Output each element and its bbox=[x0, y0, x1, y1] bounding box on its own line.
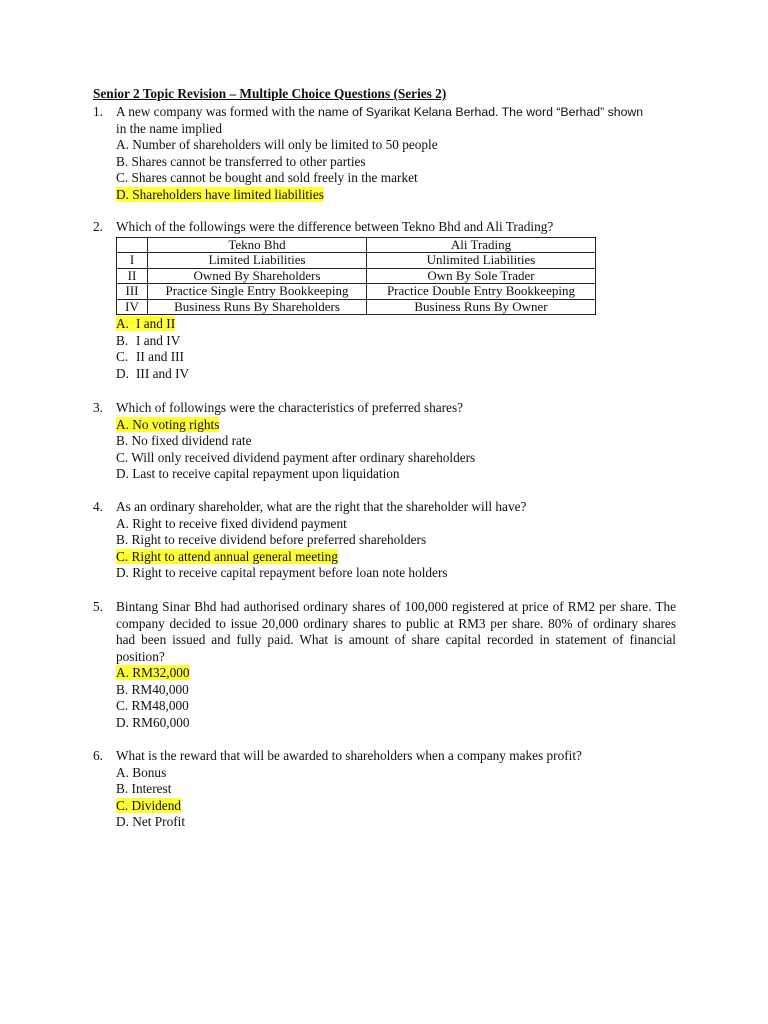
question-text: Bintang Sinar Bhd had authorised ordinary shares of 100,000 registered at price of RM2 per share. The company decided to issue 20,000 ordinary shares to public at RM3 per share. 80% of ordinary shares had been issued and fully paid. What is amount of share capital recorded in statement of financial position? bbox=[116, 599, 676, 664]
option-b: B. I and IV bbox=[116, 332, 181, 348]
question-6 bbox=[93, 748, 676, 831]
option-d: D. Last to receive capital repayment upon liquidation bbox=[116, 466, 400, 481]
question-5 bbox=[93, 599, 676, 731]
table-cell: Practice Double Entry Bookkeeping bbox=[367, 284, 596, 300]
option-c-answer bbox=[116, 798, 676, 815]
question-number: 4. bbox=[93, 499, 103, 514]
options-list bbox=[116, 417, 676, 483]
options-list bbox=[116, 765, 676, 831]
option-c: C. II and III bbox=[116, 349, 184, 364]
page-title: Senior 2 Topic Revision – Multiple Choice Questions (Series 2) bbox=[93, 86, 447, 101]
option-d: D. III and IV bbox=[116, 365, 190, 381]
question-2 bbox=[93, 219, 676, 382]
answer-highlight: A. No voting rights bbox=[116, 416, 220, 432]
question-number: 6. bbox=[93, 748, 103, 763]
question-number: 5. bbox=[93, 599, 103, 614]
question-1 bbox=[93, 104, 676, 203]
table-header-cell: Ali Trading bbox=[367, 237, 596, 253]
table-cell: Unlimited Liabilities bbox=[367, 253, 596, 269]
option-a: A. Right to receive fixed dividend payment bbox=[116, 515, 347, 531]
option-d: D. Net Profit bbox=[116, 814, 186, 829]
option-b: B. Interest bbox=[116, 781, 172, 796]
table-cell: I bbox=[117, 253, 148, 269]
option-d: D. Right to receive capital repayment before loan note holders bbox=[116, 565, 448, 580]
option-b: B. RM40,000 bbox=[116, 681, 189, 697]
answer-highlight: A. I and II bbox=[116, 316, 176, 331]
option-c: C. Shares cannot be bought and sold freely in the market bbox=[116, 170, 418, 185]
option-d-answer bbox=[116, 187, 676, 204]
question-text: As an ordinary shareholder, what are the right that the shareholder will have? bbox=[116, 499, 527, 514]
question-number: 1. bbox=[93, 104, 103, 119]
table-row bbox=[117, 268, 596, 284]
options-list bbox=[116, 516, 676, 582]
options-list bbox=[116, 137, 676, 203]
options-list bbox=[116, 316, 676, 382]
answer-highlight: D. Shareholders have limited liabilities bbox=[116, 186, 324, 202]
option-a-answer bbox=[116, 665, 676, 682]
option-b: B. No fixed dividend rate bbox=[116, 433, 252, 448]
table-header-cell: Tekno Bhd bbox=[148, 237, 367, 253]
table-row bbox=[117, 253, 596, 269]
options-list bbox=[116, 665, 676, 731]
question-4 bbox=[93, 499, 676, 582]
table-cell: Business Runs By Shareholders bbox=[148, 299, 367, 315]
option-c: C. RM48,000 bbox=[116, 698, 189, 713]
option-c: C. Will only received dividend payment after ordinary shareholders bbox=[116, 449, 476, 465]
table-row bbox=[117, 284, 596, 300]
question-text: Which of the followings were the difference between Tekno Bhd and Ali Trading? bbox=[116, 219, 554, 234]
table-cell: III bbox=[117, 284, 148, 300]
table-row bbox=[117, 299, 596, 315]
question-text: What is the reward that will be awarded to shareholders when a company makes profit? bbox=[116, 748, 582, 763]
option-d: D. RM60,000 bbox=[116, 714, 190, 730]
question-text: A new company was formed with the name of Syarikat Kelana Berhad. The word “Berhad” shown in the name implied bbox=[116, 104, 644, 136]
option-a: A. Bonus bbox=[116, 764, 167, 780]
table-cell: Limited Liabilities bbox=[148, 253, 367, 269]
option-a: A. Number of shareholders will only be limited to 50 people bbox=[116, 137, 438, 152]
question-3 bbox=[93, 400, 676, 483]
option-c-answer bbox=[116, 549, 676, 566]
option-a-answer bbox=[116, 316, 676, 333]
table-cell: Business Runs By Owner bbox=[367, 299, 596, 315]
option-a-answer bbox=[116, 417, 676, 434]
answer-highlight: A. RM32,000 bbox=[116, 665, 190, 680]
table-cell: II bbox=[117, 268, 148, 284]
answer-highlight: C. Dividend bbox=[116, 797, 182, 813]
table-cell: Owned By Shareholders bbox=[148, 268, 367, 284]
question-text: Which of followings were the characteristics of preferred shares? bbox=[116, 400, 464, 415]
table-header-cell bbox=[117, 237, 148, 253]
comparison-table bbox=[116, 237, 596, 316]
table-cell: Own By Sole Trader bbox=[367, 268, 596, 284]
table-cell: Practice Single Entry Bookkeeping bbox=[148, 284, 367, 300]
question-number: 3. bbox=[93, 400, 103, 415]
table-cell: IV bbox=[117, 299, 148, 315]
answer-highlight: C. Right to attend annual general meeting bbox=[116, 548, 338, 564]
table-header-row bbox=[117, 237, 596, 253]
option-b: B. Shares cannot be transferred to other parties bbox=[116, 153, 366, 169]
option-b: B. Right to receive dividend before preferred shareholders bbox=[116, 532, 427, 547]
question-number: 2. bbox=[93, 219, 103, 234]
